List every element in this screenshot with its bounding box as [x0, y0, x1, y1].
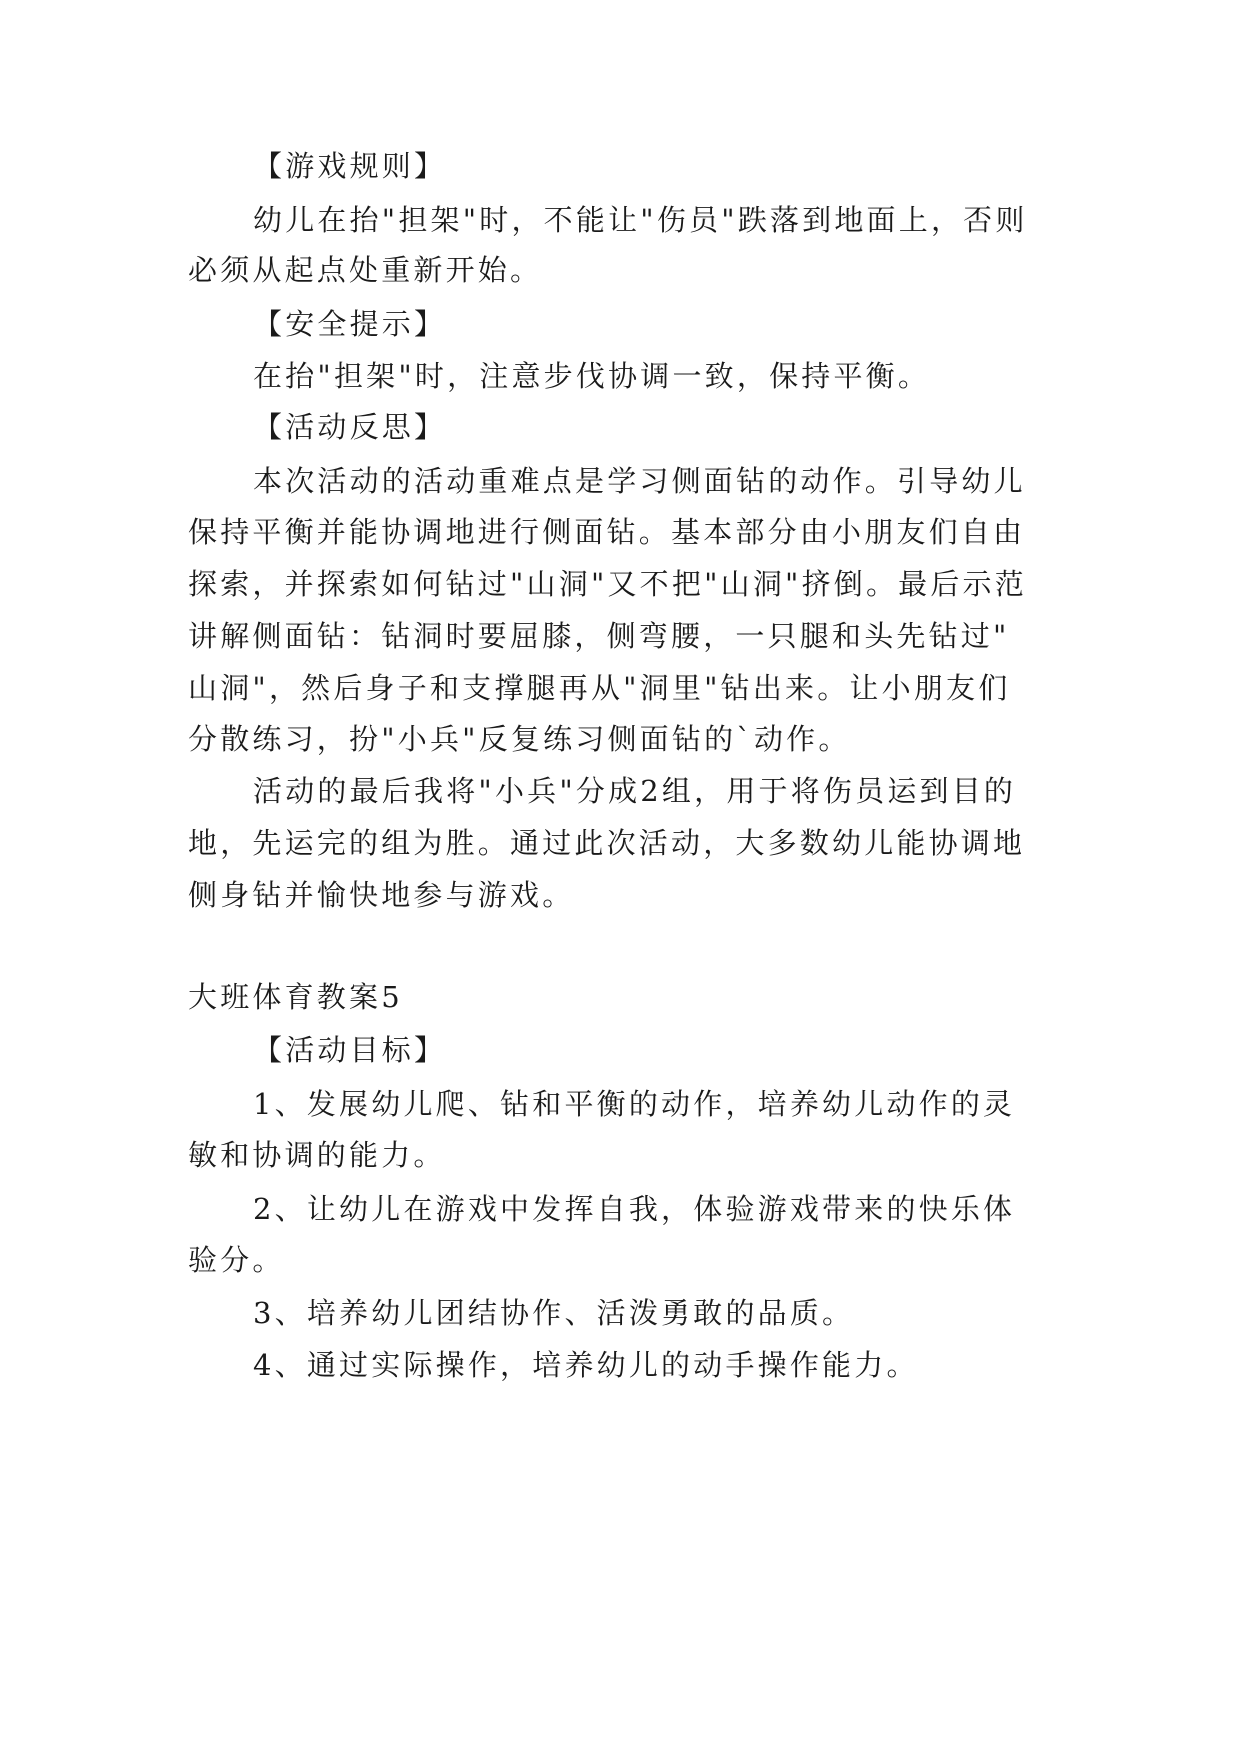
paragraph-line: 讲解侧面钻：钻洞时要屈膝，侧弯腰，一只腿和头先钻过" — [188, 619, 1010, 653]
lesson-title: 大班体育教案5 — [188, 980, 403, 1014]
section-heading-activity-goals: 【活动目标】 — [253, 1033, 447, 1067]
paragraph-line: 保持平衡并能协调地进行侧面钻。基本部分由小朋友们自由 — [188, 515, 1026, 549]
paragraph-line: 活动的最后我将"小兵"分成2组，用于将伤员运到目的 — [253, 774, 1017, 808]
section-heading-activity-reflection: 【活动反思】 — [253, 410, 447, 444]
section-heading-game-rules: 【游戏规则】 — [253, 149, 447, 183]
list-item-continuation: 验分。 — [188, 1243, 285, 1277]
paragraph-line: 在抬"担架"时，注意步伐协调一致，保持平衡。 — [253, 359, 931, 393]
list-item: 1、发展幼儿爬、钻和平衡的动作，培养幼儿动作的灵 — [253, 1087, 1016, 1121]
list-item: 3、培养幼儿团结协作、活泼勇敢的品质。 — [253, 1296, 855, 1330]
list-item: 2、让幼儿在游戏中发挥自我，体验游戏带来的快乐体 — [253, 1192, 1016, 1226]
paragraph-line: 侧身钻并愉快地参与游戏。 — [188, 878, 575, 912]
list-item: 4、通过实际操作，培养幼儿的动手操作能力。 — [253, 1348, 919, 1382]
section-heading-safety-tips: 【安全提示】 — [253, 307, 447, 341]
list-item-continuation: 敏和协调的能力。 — [188, 1138, 446, 1172]
paragraph-line: 山洞"，然后身子和支撑腿再从"洞里"钻出来。让小朋友们 — [188, 671, 1011, 705]
paragraph-line: 探索，并探索如何钻过"山洞"又不把"山洞"挤倒。最后示范 — [188, 567, 1027, 601]
paragraph-line: 幼儿在抬"担架"时，不能让"伤员"跌落到地面上，否则 — [253, 203, 1028, 237]
paragraph-line: 必须从起点处重新开始。 — [188, 253, 543, 287]
paragraph-line: 本次活动的活动重难点是学习侧面钻的动作。引导幼儿 — [253, 464, 1026, 498]
paragraph-line: 地，先运完的组为胜。通过此次活动，大多数幼儿能协调地 — [188, 826, 1026, 860]
paragraph-line: 分散练习，扮"小兵"反复练习侧面钻的`动作。 — [188, 722, 851, 756]
